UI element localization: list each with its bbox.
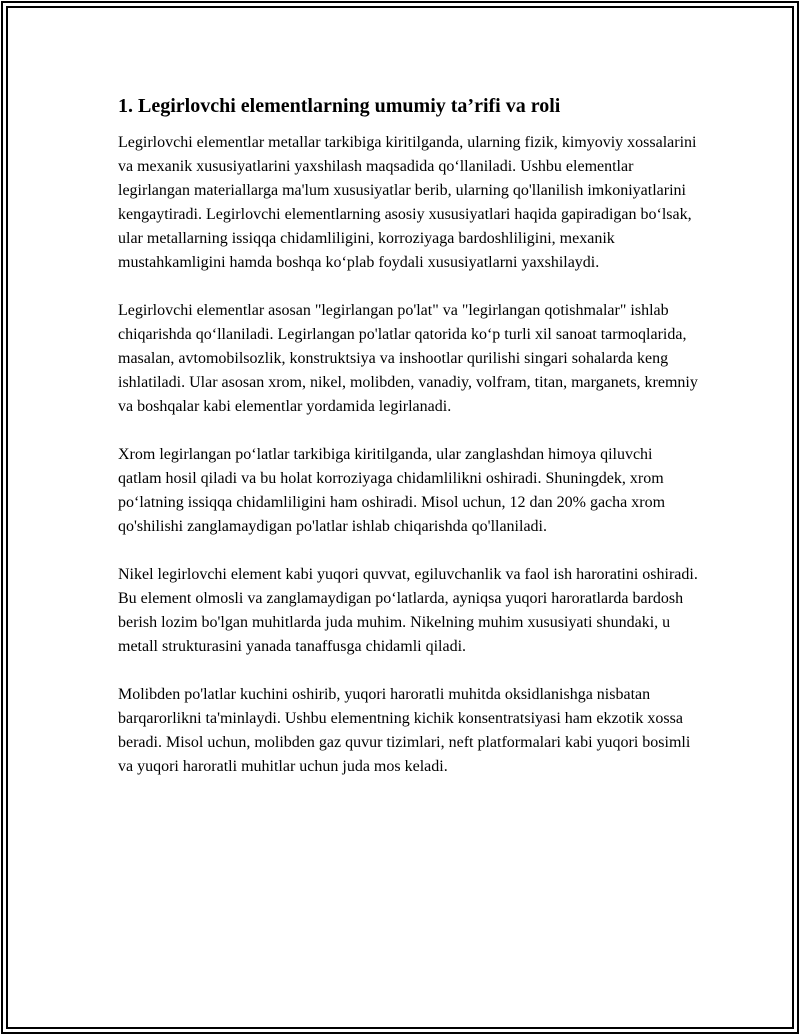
paragraph-chromium: Xrom legirlangan po‘latlar tarkibiga kiritilganda, ular zanglashdan himoya qiluvchi qatlam hosil qiladi va bu holat korroziyaga chidamlilikni oshiradi. Shuningdek, xrom po‘latning issiqqa chidamliligini ham oshiradi. Misol uchun, 12 dan 20% gacha xrom qo'shilishi zanglamaydigan po'latlar ishlab chiqarishda qo'llaniladi.	[118, 446, 666, 535]
paragraph-intro: Legirlovchi elementlar metallar tarkibiga kiritilganda, ularning fizik, kimyoviy xossalarini va mexanik xususiyatlarini yaxshilash maqsadida qo‘llaniladi. Ushbu elementlar legirlangan materiallarga ma'lum xususiyatlar berib, ularning qo'llanilish imkoniyatlarini kengaytiradi. Legirlovchi elementlarning asosiy xususiyatlari haqida gapiradigan bo‘lsak, ular metallarning issiqqa chidamliligini, korroziyaga bardoshliligini, mexanik mustahkamligini hamda boshqa ko‘plab foydali xususiyatlarni yaxshilaydi.	[118, 134, 697, 271]
document-content	[118, 92, 698, 803]
paragraph-molybdenum: Molibden po'latlar kuchini oshirib, yuqori haroratli muhitda oksidlanishga nisbatan barqarorlikni ta'minlaydi. Ushbu elementning kichik konsentratsiyasi ham ekzotik xossa beradi. Misol uchun, molibden gaz quvur tizimlari, neft platformalari kabi yuqori bosimli va yuqori haroratli muhitlar uchun juda mos keladi.	[118, 686, 691, 775]
section-heading: 1. Legirlovchi elementlarning umumiy ta’rifi va roli	[118, 95, 561, 117]
paragraph-usage: Legirlovchi elementlar asosan "legirlangan po'lat" va "legirlangan qotishmalar" ishlab chiqarishda qo‘llaniladi. Legirlangan po'latlar qatorida ko‘p turli xil sanoat tarmoqlarida, masalan, avtomobilsozlik, konstruktsiya va inshootlar qurilishi singari sohalarda keng ishlatiladi. Ular asosan xrom, nikel, molibden, vanadiy, volfram, titan, marganets, kremniy va boshqalar kabi elementlar yordamida legirlanadi.	[118, 302, 698, 415]
paragraph-nickel: Nikel legirlovchi element kabi yuqori quvvat, egiluvchanlik va faol ish haroratini oshiradi. Bu element olmosli va zanglamaydigan po‘latlarda, ayniqsa yuqori haroratlarda bardosh berish lozim bo'lgan muhitlarda juda muhim. Nikelning muhim xususiyati shundaki, u metall strukturasini yanada tanaffusga chidamli qiladi.	[118, 566, 698, 655]
